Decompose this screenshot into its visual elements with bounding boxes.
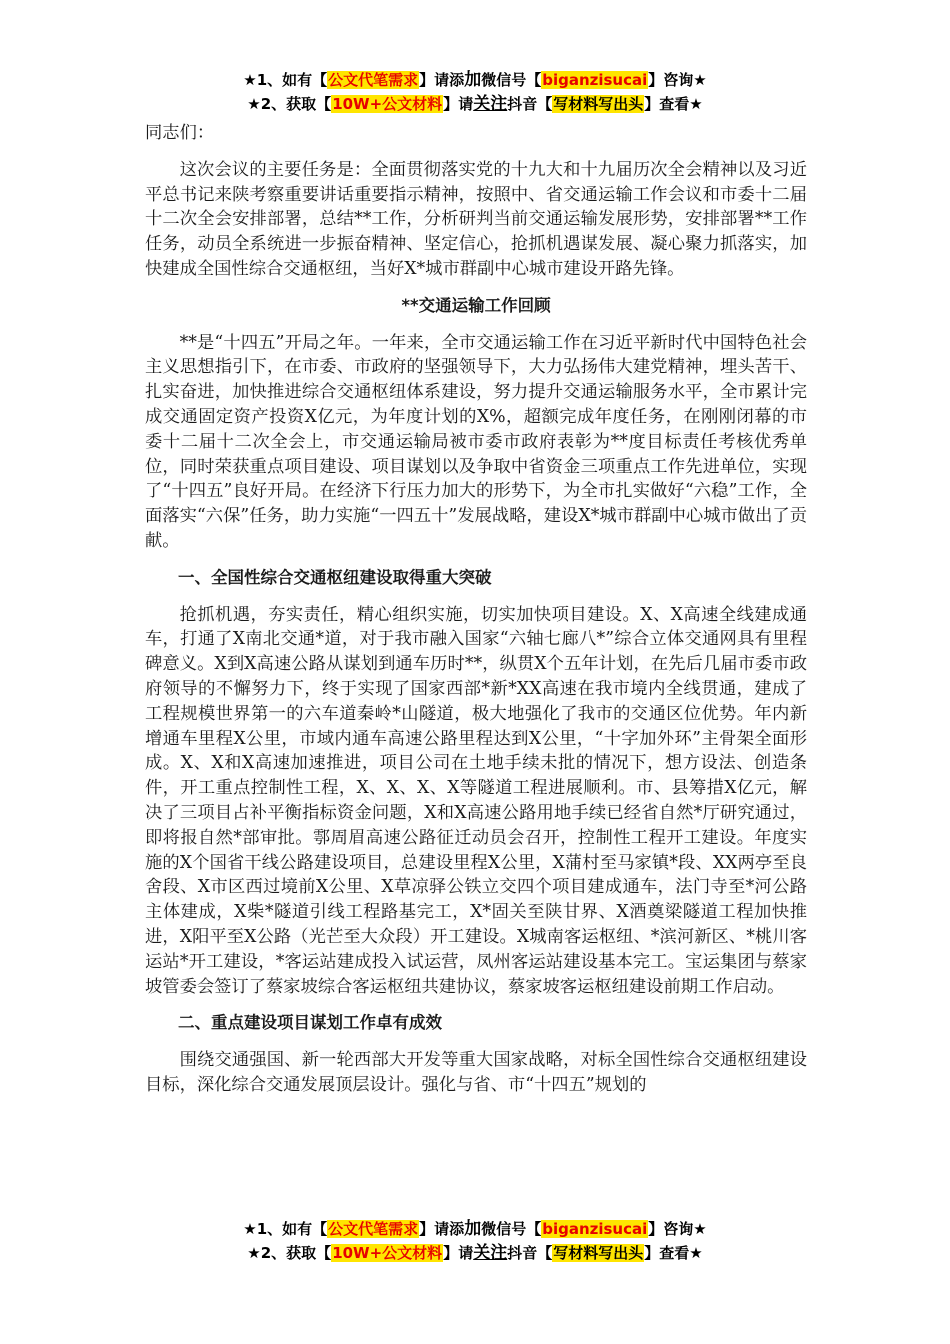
promo-text: 】查看★ (644, 1244, 703, 1262)
promo-text-large: 加 (464, 1219, 482, 1239)
promo-text: 抖音【 (507, 1244, 553, 1262)
promo-highlight-service: 公文代笔需求 (328, 71, 419, 89)
promo-line-2 (0, 1241, 950, 1265)
promo-text: ★2、获取【 (247, 1244, 332, 1262)
promo-highlight-materials: 10W+公文材料 (332, 1244, 443, 1262)
promo-line-2 (0, 92, 950, 116)
section-heading-review: **交通运输工作回顾 (401, 295, 551, 315)
promo-line-1 (0, 1217, 950, 1241)
section-heading-1: 一、全国性综合交通枢纽建设取得重大突破 (178, 567, 492, 587)
promo-text-large: 加 (464, 70, 482, 90)
promo-text: 】咨询★ (648, 1220, 707, 1238)
promo-highlight-wechat-id: biganzisucai (542, 1220, 648, 1238)
promo-highlight-douyin: 写材料写出头 (553, 95, 644, 113)
promo-text: 】请 (443, 95, 474, 113)
promo-highlight-materials: 10W+公文材料 (332, 95, 443, 113)
promo-text: 微信号【 (481, 1220, 542, 1238)
promo-text: 】请添 (419, 71, 465, 89)
salutation: 同志们： (145, 123, 215, 143)
promo-text: 】查看★ (644, 95, 703, 113)
promo-text: ★2、获取【 (247, 95, 332, 113)
promo-highlight-douyin: 写材料写出头 (553, 1244, 644, 1262)
promo-text: 】咨询★ (648, 71, 707, 89)
promo-text: ★1、如有【 (243, 71, 328, 89)
promo-text: ★1、如有【 (243, 1220, 328, 1238)
promo-text: 微信号【 (481, 71, 542, 89)
promo-text: 】请添 (419, 1220, 465, 1238)
promo-highlight-wechat-id: biganzisucai (542, 71, 648, 89)
promo-highlight-service: 公文代笔需求 (328, 1220, 419, 1238)
promo-line-1 (0, 68, 950, 92)
promo-text-large: 关注 (473, 1243, 508, 1263)
section-heading-2: 二、重点建设项目谋划工作卓有成效 (178, 1013, 442, 1033)
section-2-paragraph: 围绕交通强国、新一轮西部大开发等重大国家战略，对标全国性综合交通枢纽建设目标，深化综合交通发展顶层设计。强化与省、市“十四五”规划的 (145, 1050, 807, 1095)
document-body (145, 121, 807, 1110)
promo-text-large: 关注 (473, 94, 508, 114)
promo-text: 抖音【 (507, 95, 553, 113)
review-paragraph: **是“十四五”开局之年。一年来，全市交通运输工作在习近平新时代中国特色社会主义思想指引下，在市委、市政府的坚强领导下，大力弘扬伟大建党精神，埋头苦干、扎实奋进，加快推进综合交通枢纽体系建设，努力提升交通运输服务水平，全市累计完成交通固定资产投资X亿元，为年度计划的X%，超额完成年度任务，在刚刚闭幕的市委十二届十二次全会上，市交通运输局被市委市政府表彰为**度目标责任考核优秀单位，同时荣获重点项目建设、项目谋划以及争取中省资金三项重点工作先进单位，实现了“十四五”良好开局。在经济下行压力加大的形势下，为全市扎实做好“六稳”工作，全面落实“六保”任务，助力实施“一四五十”发展战略，建设X*城市群副中心城市做出了贡献。 (145, 332, 807, 551)
promo-text: 】请 (443, 1244, 474, 1262)
promo-banner-bottom (0, 1217, 950, 1265)
section-1-paragraph: 抢抓机遇，夯实责任，精心组织实施，切实加快项目建设。X、X高速全线建成通车，打通了X南北交通*道，对于我市融入国家“六轴七廊八*”综合立体交通网具有里程碑意义。X到X高速公路从谋划到通车历时**，纵贯X个五年计划，在先后几届市委市政府领导的不懈努力下，终于实现了国家西部*新*XX高速在我市境内全线贯通，建成了工程规模世界第一的六车道秦岭*山隧道，极大地强化了我市的交通区位优势。年内新增通车里程X公里，市域内通车高速公路里程达到X公里，“十字加外环”主骨架全面形成。X、X和X高速加速推进，项目公司在土地手续未批的情况下，想方设法、创造条件，开工重点控制性工程，X、X、X、X等隧道工程进展顺利。市、县筹措X亿元，解决了三项目占补平衡指标资金问题，X和X高速公路用地手续已经省自然*厅研究通过，即将报自然*部审批。鄠周眉高速公路征迁动员会召开，控制性工程开工建设。年度实施的X个国省干线公路建设项目，总建设里程X公里，X蒲村至马家镇*段、XX两亭至良舍段、X市区西过境前X公里、X草凉驿公铁立交四个项目建成通车，法门寺至*河公路主体建成，X柴*隧道引线工程路基完工，X*固关至陕甘界、X酒奠梁隧道工程加快推进，X阳平至X公路（光芒至大众段）开工建设。X城南客运枢纽、*滨河新区、*桃川客运站*开工建设，*客运站建成投入试运营，凤州客运站建设基本完工。宝运集团与蔡家坡管委会签订了蔡家坡综合客运枢纽共建协议，蔡家坡客运枢纽建设前期工作启动。 (145, 604, 807, 997)
promo-banner-top (0, 68, 950, 116)
intro-paragraph: 这次会议的主要任务是：全面贯彻落实党的十九大和十九届历次全会精神以及习近平总书记来陕考察重要讲话重要指示精神，按照中、省交通运输工作会议和市委十二届十二次全会安排部署，总结**工作，分析研判当前交通运输发展形势，安排部署**工作任务，动员全系统进一步振奋精神、坚定信心，抢抓机遇谋发展、凝心聚力抓落实，加快建成全国性综合交通枢纽，当好X*城市群副中心城市建设开路先锋。 (145, 159, 807, 279)
